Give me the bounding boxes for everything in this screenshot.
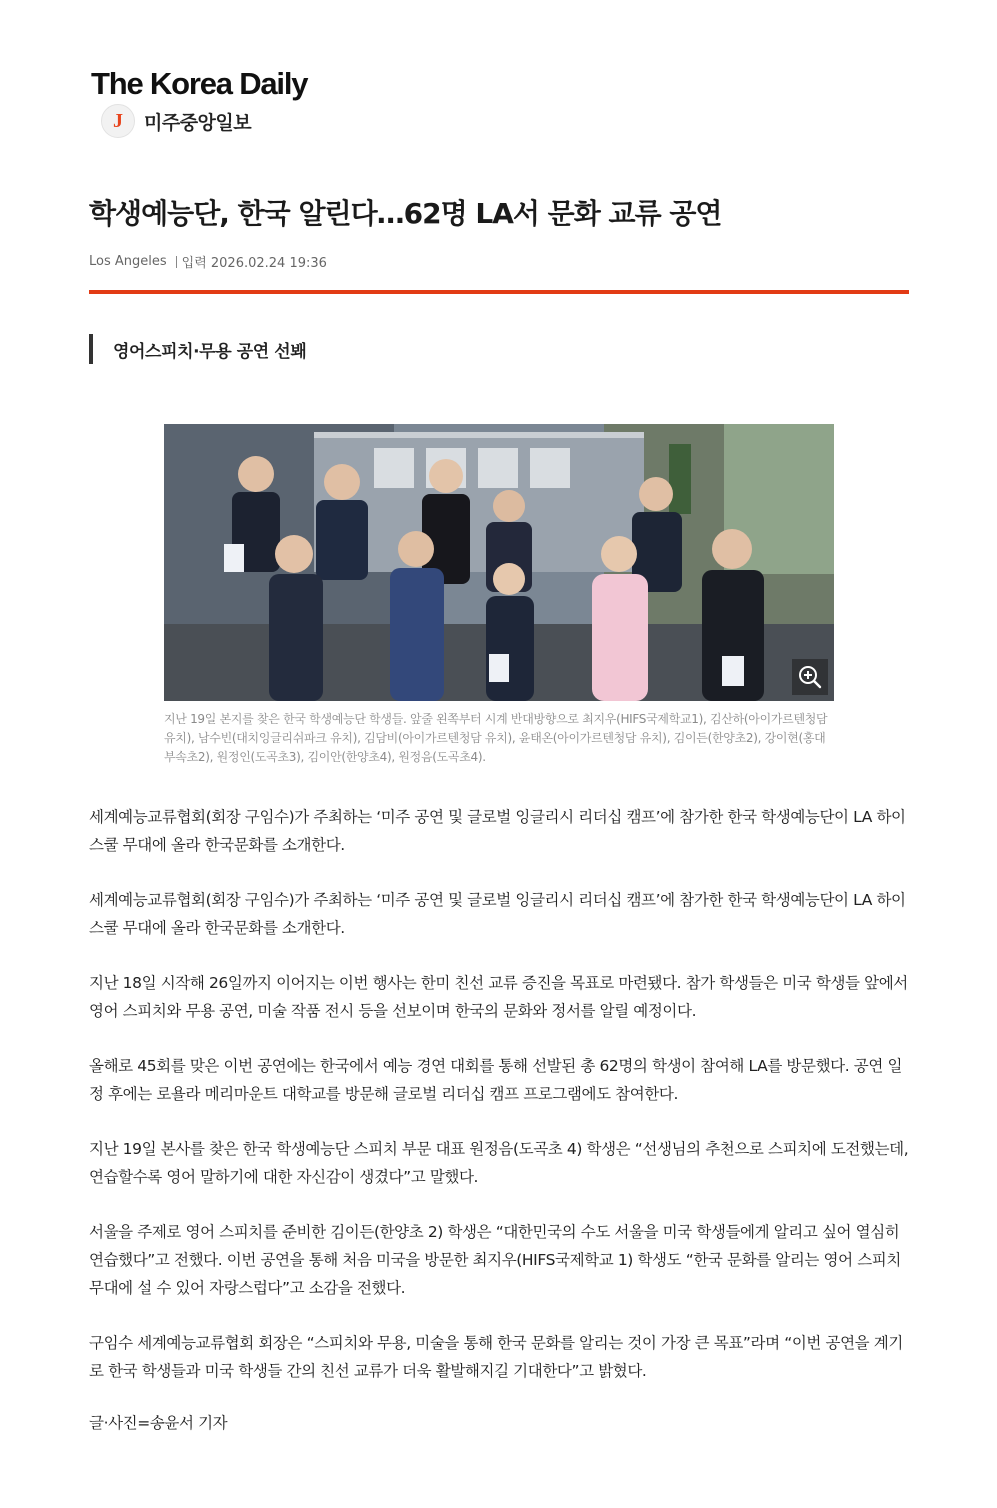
article-byline: 글·사진=송윤서 기자 [89, 1414, 228, 1432]
zoom-in-button[interactable] [792, 659, 828, 695]
zoom-in-icon [797, 664, 823, 690]
article-paragraph: 세계예능교류협회(회장 구임수)가 주최하는 ‘미주 공연 및 글로벌 잉글리시 리더십 캠프’에 참가한 한국 학생예능단이 LA 하이스쿨 무대에 올라 한국문화를 소개한다. [89, 891, 906, 937]
article-paragraph: 세계예능교류협회(회장 구임수)가 주최하는 ‘미주 공연 및 글로벌 잉글리시 리더십 캠프’에 참가한 한국 학생예능단이 LA 하이스쿨 무대에 올라 한국문화를 소개한다. [89, 808, 906, 854]
article-meta [89, 252, 327, 271]
subheading-bar [89, 334, 93, 364]
article-subheading [89, 334, 306, 364]
article-body [89, 803, 911, 1437]
logo-j-icon: J [101, 104, 135, 138]
article-paragraph: 지난 19일 본사를 찾은 한국 학생예능단 스피치 부문 대표 원정음(도곡초 4) 학생은 “선생님의 추천으로 스피치에 도전했는데, 연습할수록 영어 말하기에 대한 자신감이 생겼다”고 말했다. [89, 1140, 909, 1186]
masthead-logo-korean[interactable] [101, 104, 251, 138]
meta-divider [176, 256, 177, 268]
article-location: Los Angeles [89, 254, 167, 269]
logo-korean-text: 미주중앙일보 [144, 111, 252, 134]
masthead-logo-english[interactable]: The Korea Daily [91, 66, 308, 101]
article-published-date: 입력 2026.02.24 19:36 [181, 256, 327, 271]
article-paragraph: 올해로 45회를 맞은 이번 공연에는 한국에서 예능 경연 대회를 통해 선발된 총 62명의 학생이 참여해 LA를 방문했다. 공연 일정 후에는 로욜라 메리마운트 대학교를 방문해 글로벌 리더십 캠프 프로그램에도 참여한다. [89, 1057, 903, 1103]
header-divider [89, 290, 909, 294]
article-paragraph: 지난 18일 시작해 26일까지 이어지는 이번 행사는 한미 친선 교류 증진을 목표로 마련됐다. 참가 학생들은 미국 학생들 앞에서 영어 스피치와 무용 공연, 미술 작품 전시 등을 선보이며 한국의 문화와 정서를 알릴 예정이다. [89, 974, 908, 1020]
subheading-text: 영어스피치·무용 공연 선봬 [113, 341, 307, 362]
article-paragraph: 구임수 세계예능교류협회 회장은 “스피치와 무용, 미술을 통해 한국 문화를 알리는 것이 가장 큰 목표”라며 “이번 공연을 계기로 한국 학생들과 미국 학생들 간의 친선 교류가 더욱 활발해지길 기대한다”고 밝혔다. [89, 1334, 903, 1380]
photo-caption: 지난 19일 본지를 찾은 한국 학생예능단 학생들. 앞줄 왼쪽부터 시계 반대방향으로 최지우(HIFS국제학교1), 김산하(아이가르텐청담 유치), 남수빈(대치잉글리쉬파크 유치), 김담비(아이가르텐청담 유치), 윤태온(아이가르텐청담 유치), 김이든(한양초2), 강이현(홍대부속초2), 원정인(도곡초3), 김이안(한양초4), 원정음(도곡초4). [164, 712, 828, 764]
article-paragraph: 서울을 주제로 영어 스피치를 준비한 김이든(한양초 2) 학생은 “대한민국의 수도 서울을 미국 학생들에게 알리고 싶어 열심히 연습했다”고 전했다. 이번 공연을 통해 처음 미국을 방문한 최지우(HIFS국제학교 1) 학생도 “한국 문화를 알리는 영어 스피치 무대에 설 수 있어 자랑스럽다”고 소감을 전했다. [89, 1223, 901, 1297]
article-headline: 학생예능단, 한국 알린다…62명 LA서 문화 교류 공연 [89, 197, 722, 230]
photo-illustration [164, 424, 834, 701]
article-photo[interactable] [164, 424, 834, 701]
